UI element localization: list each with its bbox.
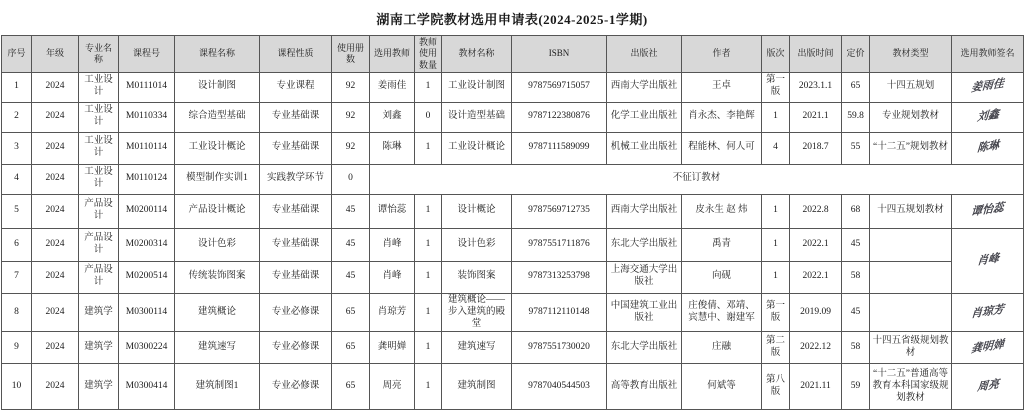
cell: 产品设计 bbox=[79, 194, 119, 228]
page bbox=[1, 0, 1023, 410]
cell: 55 bbox=[842, 132, 870, 164]
cell: 2024 bbox=[32, 293, 79, 332]
cell: 机械工业出版社 bbox=[607, 132, 682, 164]
cell: M0110334 bbox=[119, 102, 175, 132]
cell: 1 bbox=[762, 228, 790, 261]
cell: 2024 bbox=[32, 72, 79, 102]
cell: M0300114 bbox=[119, 293, 175, 332]
cell: 9787111589099 bbox=[512, 132, 607, 164]
cell: 1 bbox=[415, 293, 442, 332]
cell: 59 bbox=[842, 364, 870, 410]
cell: 68 bbox=[842, 194, 870, 228]
cell: 65 bbox=[332, 364, 370, 410]
column-header: 选用教师签名 bbox=[952, 36, 1024, 73]
cell: 西南大学出版社 bbox=[607, 72, 682, 102]
cell: 东北大学出版社 bbox=[607, 228, 682, 261]
column-header: 版次 bbox=[762, 36, 790, 73]
column-header: 出版社 bbox=[607, 36, 682, 73]
cell: M0110114 bbox=[119, 132, 175, 164]
cell: 建筑制图 bbox=[442, 364, 512, 410]
teacher-signature: 刘鑫 bbox=[976, 108, 999, 124]
column-header: 定价 bbox=[842, 36, 870, 73]
cell: 装饰图案 bbox=[442, 261, 512, 293]
signature-cell bbox=[952, 293, 1024, 332]
table-row bbox=[2, 332, 1024, 364]
cell: 产品设计 bbox=[79, 228, 119, 261]
cell: 向砚 bbox=[682, 261, 762, 293]
cell: 92 bbox=[332, 132, 370, 164]
cell: 专业基础课 bbox=[260, 132, 332, 164]
table-row bbox=[2, 102, 1024, 132]
cell: 9787569712735 bbox=[512, 194, 607, 228]
teacher-signature: 肖峰 bbox=[976, 252, 999, 268]
cell: 十四五规划教材 bbox=[870, 194, 952, 228]
cell: 设计制图 bbox=[175, 72, 260, 102]
cell: 65 bbox=[332, 332, 370, 364]
cell: 传统装饰图案 bbox=[175, 261, 260, 293]
cell: M0200314 bbox=[119, 228, 175, 261]
cell: 4 bbox=[2, 164, 32, 194]
cell: 建筑制图1 bbox=[175, 364, 260, 410]
cell: 2024 bbox=[32, 102, 79, 132]
cell: 2022.1 bbox=[790, 228, 842, 261]
cell: 实践教学环节 bbox=[260, 164, 332, 194]
cell: 58 bbox=[842, 332, 870, 364]
cell: 设计色彩 bbox=[175, 228, 260, 261]
cell: 产品设计概论 bbox=[175, 194, 260, 228]
cell: 龚明婵 bbox=[370, 332, 415, 364]
teacher-signature: 谭怡蕊 bbox=[970, 201, 1005, 219]
cell: 设计造型基础 bbox=[442, 102, 512, 132]
cell: 1 bbox=[415, 228, 442, 261]
cell: 9787040544503 bbox=[512, 364, 607, 410]
signature-cell bbox=[952, 132, 1024, 164]
cell: 肖峰 bbox=[370, 228, 415, 261]
cell: 1 bbox=[415, 132, 442, 164]
teacher-signature: 周亮 bbox=[976, 378, 999, 394]
cell: 2022.8 bbox=[790, 194, 842, 228]
cell: 肖琼芳 bbox=[370, 293, 415, 332]
cell: 2024 bbox=[32, 228, 79, 261]
table-body bbox=[2, 72, 1024, 410]
cell: 92 bbox=[332, 72, 370, 102]
cell: 产品设计 bbox=[79, 261, 119, 293]
cell: 1 bbox=[415, 261, 442, 293]
cell: 周亮 bbox=[370, 364, 415, 410]
signature-cell bbox=[952, 228, 1024, 293]
cell: 专业基础课 bbox=[260, 261, 332, 293]
cell: 2021.1 bbox=[790, 102, 842, 132]
cell: 东北大学出版社 bbox=[607, 332, 682, 364]
signature-cell bbox=[952, 194, 1024, 228]
cell: 6 bbox=[2, 228, 32, 261]
cell: 92 bbox=[332, 102, 370, 132]
header-row bbox=[2, 36, 1024, 73]
cell: 庄俊倩、邓靖、宾慧中、谢建军 bbox=[682, 293, 762, 332]
cell: 2021.11 bbox=[790, 364, 842, 410]
table-row bbox=[2, 261, 1024, 293]
cell: 9787551711876 bbox=[512, 228, 607, 261]
cell: 上海交通大学出版社 bbox=[607, 261, 682, 293]
column-header: 教师使用数量 bbox=[415, 36, 442, 73]
cell: 中国建筑工业出版社 bbox=[607, 293, 682, 332]
cell: 专业基础课 bbox=[260, 228, 332, 261]
column-header: ISBN bbox=[512, 36, 607, 73]
textbook-selection-table bbox=[1, 35, 1024, 410]
cell: 2 bbox=[2, 102, 32, 132]
cell: 45 bbox=[332, 261, 370, 293]
cell: 9787112110148 bbox=[512, 293, 607, 332]
cell: 65 bbox=[842, 72, 870, 102]
column-header: 教材类型 bbox=[870, 36, 952, 73]
cell: 9787551730020 bbox=[512, 332, 607, 364]
cell: 刘鑫 bbox=[370, 102, 415, 132]
cell: 1 bbox=[2, 72, 32, 102]
cell: 设计色彩 bbox=[442, 228, 512, 261]
cell: 建筑速写 bbox=[442, 332, 512, 364]
cell: “十二五”普通高等教育本科国家级规划教材 bbox=[870, 364, 952, 410]
column-header: 教材名称 bbox=[442, 36, 512, 73]
cell: 专业必修课 bbox=[260, 293, 332, 332]
cell: 十四五规划 bbox=[870, 72, 952, 102]
cell: 工业设计 bbox=[79, 132, 119, 164]
column-header: 使用册数 bbox=[332, 36, 370, 73]
cell: 何斌等 bbox=[682, 364, 762, 410]
cell: 45 bbox=[332, 194, 370, 228]
cell: 9787569715057 bbox=[512, 72, 607, 102]
cell: 工业设计制图 bbox=[442, 72, 512, 102]
table-row bbox=[2, 72, 1024, 102]
cell: 十四五省级规划教材 bbox=[870, 332, 952, 364]
teacher-signature: 陈琳 bbox=[976, 139, 999, 155]
cell: 专业课程 bbox=[260, 72, 332, 102]
cell: 谭怡蕊 bbox=[370, 194, 415, 228]
column-header: 课程性质 bbox=[260, 36, 332, 73]
cell: 专业基础课 bbox=[260, 194, 332, 228]
cell: 建筑学 bbox=[79, 293, 119, 332]
cell: 2024 bbox=[32, 332, 79, 364]
cell: 65 bbox=[332, 293, 370, 332]
cell: 陈琳 bbox=[370, 132, 415, 164]
table-row bbox=[2, 194, 1024, 228]
cell: 10 bbox=[2, 364, 32, 410]
cell: 2022.12 bbox=[790, 332, 842, 364]
cell: 化学工业出版社 bbox=[607, 102, 682, 132]
cell: 西南大学出版社 bbox=[607, 194, 682, 228]
cell: 第八版 bbox=[762, 364, 790, 410]
cell: 建筑概论——步入建筑的殿堂 bbox=[442, 293, 512, 332]
cell: 5 bbox=[2, 194, 32, 228]
page-title: 湖南工学院教材选用申请表(2024-2025-1学期) bbox=[376, 12, 648, 27]
teacher-signature: 龚明婵 bbox=[970, 338, 1005, 356]
column-header: 出版时间 bbox=[790, 36, 842, 73]
table-row bbox=[2, 164, 1024, 194]
cell: M0111014 bbox=[119, 72, 175, 102]
cell: 禹青 bbox=[682, 228, 762, 261]
cell: M0110124 bbox=[119, 164, 175, 194]
teacher-signature: 肖琼芳 bbox=[970, 303, 1005, 321]
cell: “十二五”规划教材 bbox=[870, 132, 952, 164]
cell: 高等教育出版社 bbox=[607, 364, 682, 410]
table-row bbox=[2, 364, 1024, 410]
cell: 45 bbox=[842, 228, 870, 261]
cell: 综合造型基础 bbox=[175, 102, 260, 132]
cell: 4 bbox=[762, 132, 790, 164]
signature-cell bbox=[952, 364, 1024, 410]
signature-cell bbox=[952, 102, 1024, 132]
cell: 第二版 bbox=[762, 332, 790, 364]
column-header: 课程号 bbox=[119, 36, 175, 73]
cell: 设计概论 bbox=[442, 194, 512, 228]
cell: 2018.7 bbox=[790, 132, 842, 164]
cell: 皮永生 赵 炜 bbox=[682, 194, 762, 228]
cell: 2022.1 bbox=[790, 261, 842, 293]
cell: 8 bbox=[2, 293, 32, 332]
cell: 1 bbox=[415, 332, 442, 364]
cell: 建筑学 bbox=[79, 364, 119, 410]
cell: 工业设计概论 bbox=[442, 132, 512, 164]
cell: 45 bbox=[332, 228, 370, 261]
cell: 1 bbox=[762, 194, 790, 228]
table-row bbox=[2, 132, 1024, 164]
cell: 1 bbox=[415, 72, 442, 102]
cell: 1 bbox=[415, 194, 442, 228]
column-header: 专业名称 bbox=[79, 36, 119, 73]
cell: 庄融 bbox=[682, 332, 762, 364]
cell: 2024 bbox=[32, 194, 79, 228]
cell: 工业设计 bbox=[79, 72, 119, 102]
cell: 工业设计概论 bbox=[175, 132, 260, 164]
table-row bbox=[2, 293, 1024, 332]
cell bbox=[870, 293, 952, 332]
cell: 专业基础课 bbox=[260, 102, 332, 132]
cell: 建筑学 bbox=[79, 332, 119, 364]
cell: M0300414 bbox=[119, 364, 175, 410]
cell: 2019.09 bbox=[790, 293, 842, 332]
cell: 王卓 bbox=[682, 72, 762, 102]
cell: 2024 bbox=[32, 364, 79, 410]
cell: 专业规划教材 bbox=[870, 102, 952, 132]
cell: 肖永杰、李艳辉 bbox=[682, 102, 762, 132]
cell: 1 bbox=[415, 364, 442, 410]
column-header: 选用教师 bbox=[370, 36, 415, 73]
cell: M0300224 bbox=[119, 332, 175, 364]
cell: 建筑速写 bbox=[175, 332, 260, 364]
cell bbox=[870, 261, 952, 293]
column-header: 作者 bbox=[682, 36, 762, 73]
cell: 工业设计 bbox=[79, 164, 119, 194]
cell: 第一版 bbox=[762, 293, 790, 332]
cell: 2023.1.1 bbox=[790, 72, 842, 102]
cell: 2024 bbox=[32, 164, 79, 194]
cell: 2024 bbox=[32, 261, 79, 293]
cell bbox=[870, 228, 952, 261]
cell: 模型制作实训1 bbox=[175, 164, 260, 194]
signature-cell bbox=[952, 332, 1024, 364]
cell: 1 bbox=[762, 102, 790, 132]
cell: 45 bbox=[842, 293, 870, 332]
signature-cell bbox=[952, 72, 1024, 102]
column-header: 课程名称 bbox=[175, 36, 260, 73]
merged-note-cell: 不征订教材 bbox=[370, 164, 1024, 194]
cell: 姜雨佳 bbox=[370, 72, 415, 102]
column-header: 年级 bbox=[32, 36, 79, 73]
cell: 9 bbox=[2, 332, 32, 364]
cell: 3 bbox=[2, 132, 32, 164]
cell: 2024 bbox=[32, 132, 79, 164]
cell: 程能林、何人可 bbox=[682, 132, 762, 164]
table-row bbox=[2, 228, 1024, 261]
cell: 肖峰 bbox=[370, 261, 415, 293]
cell: 59.8 bbox=[842, 102, 870, 132]
column-header: 序号 bbox=[2, 36, 32, 73]
teacher-signature: 姜雨佳 bbox=[970, 77, 1005, 95]
cell: 第一版 bbox=[762, 72, 790, 102]
cell: 7 bbox=[2, 261, 32, 293]
cell: 0 bbox=[415, 102, 442, 132]
cell: 工业设计 bbox=[79, 102, 119, 132]
cell: 1 bbox=[762, 261, 790, 293]
cell: M0200114 bbox=[119, 194, 175, 228]
cell: 9787122380876 bbox=[512, 102, 607, 132]
cell: M0200514 bbox=[119, 261, 175, 293]
cell: 0 bbox=[332, 164, 370, 194]
cell: 专业必修课 bbox=[260, 364, 332, 410]
cell: 建筑概论 bbox=[175, 293, 260, 332]
cell: 58 bbox=[842, 261, 870, 293]
cell: 专业必修课 bbox=[260, 332, 332, 364]
cell: 9787313253798 bbox=[512, 261, 607, 293]
